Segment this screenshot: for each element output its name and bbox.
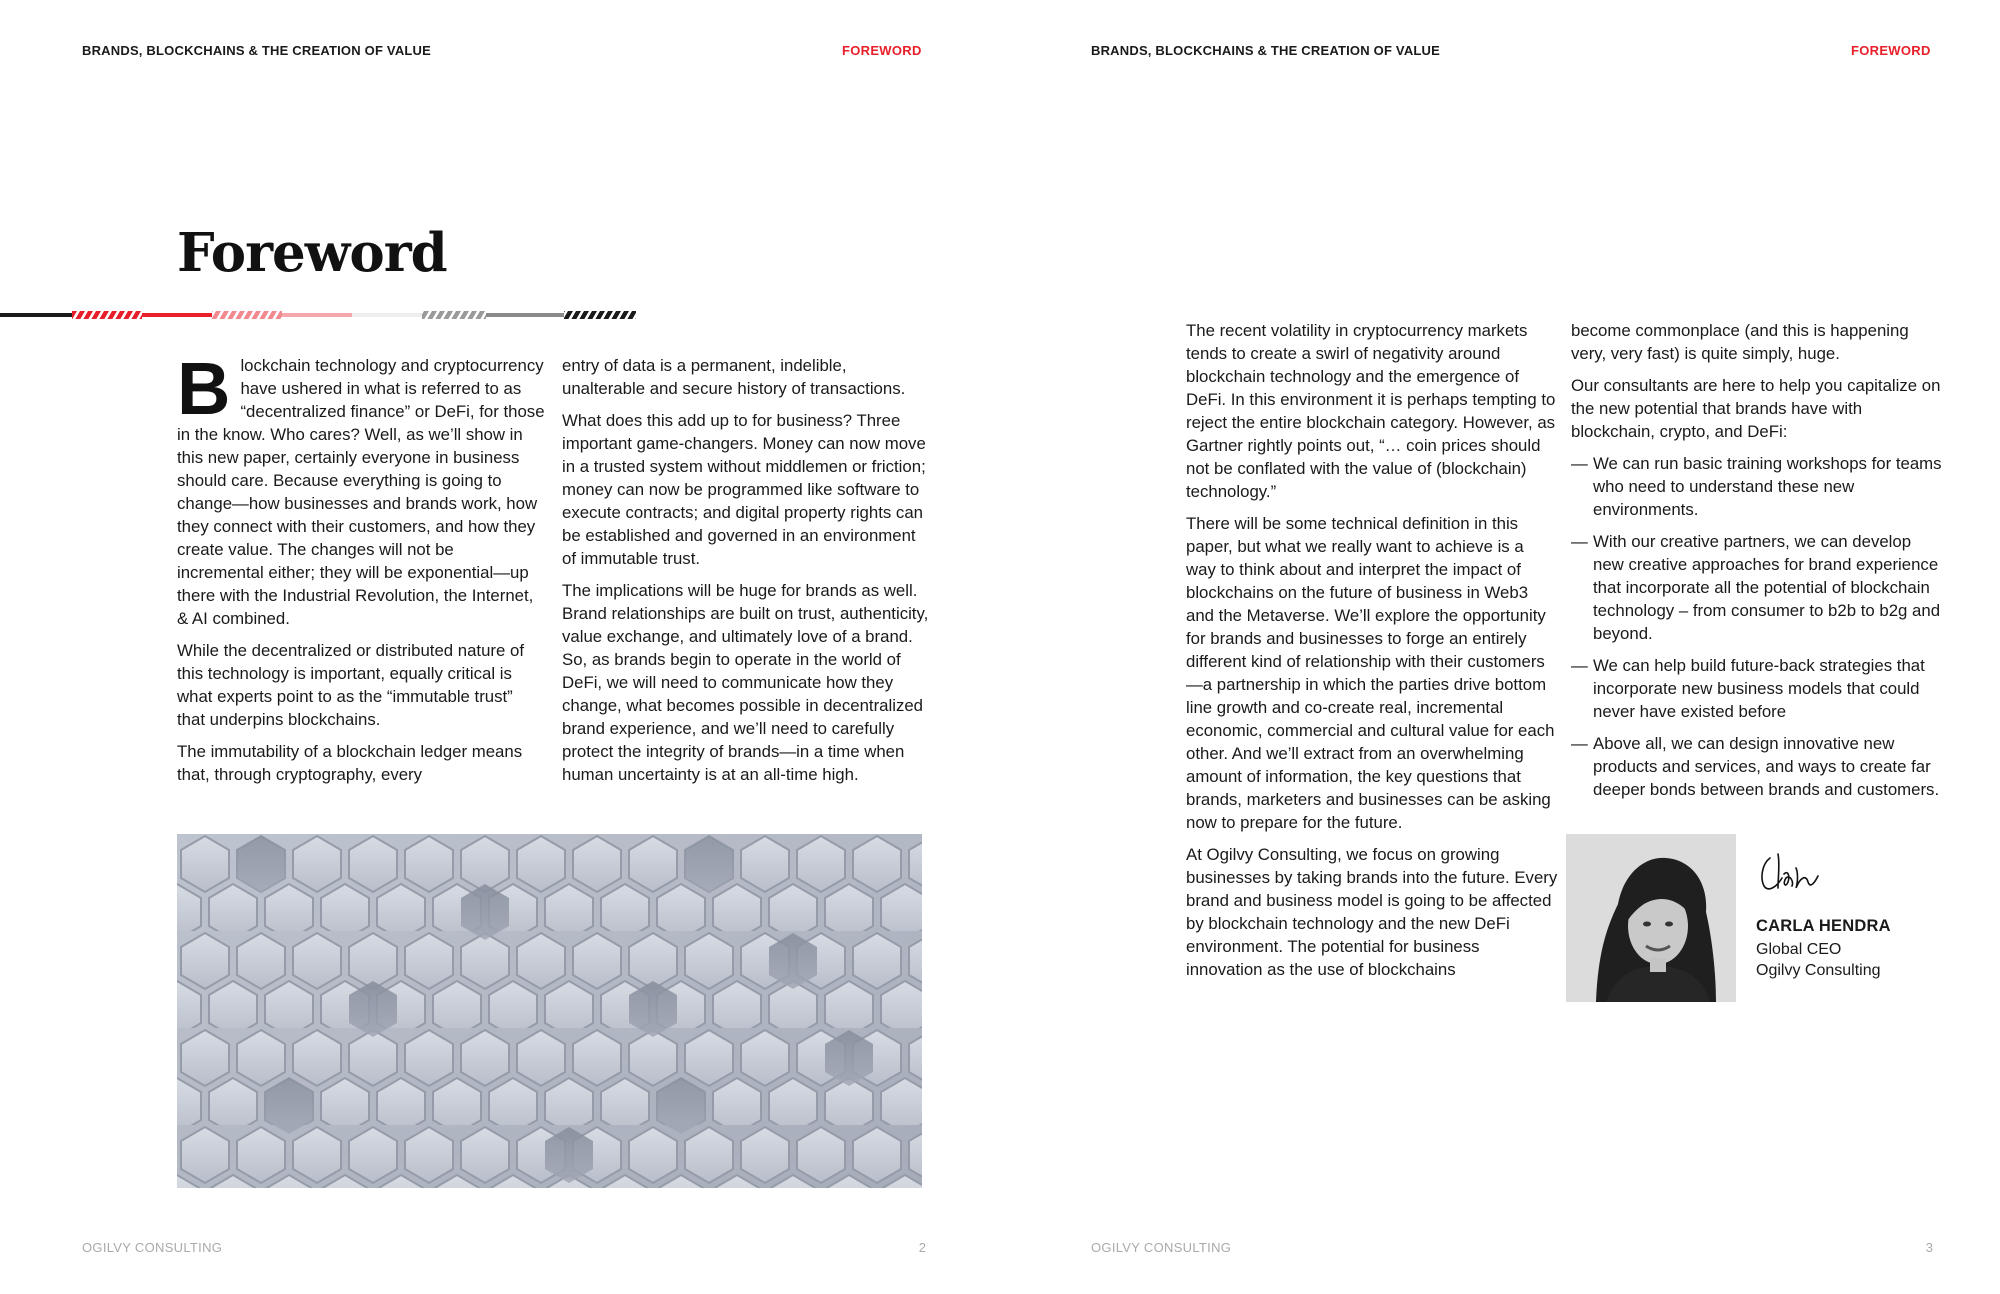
intro-paragraph — [177, 347, 545, 630]
right-body-column-2 — [1571, 319, 1945, 810]
signature — [1756, 848, 1836, 896]
drop-cap: B — [177, 347, 231, 430]
section-tag: FOREWORD — [842, 43, 922, 58]
hexagon-pattern-image — [177, 834, 922, 1188]
bullet-dash: — — [1571, 532, 1588, 551]
section-tag: FOREWORD — [1851, 43, 1931, 58]
paragraph: entry of data is a permanent, indelible, unalterable and secure history of transactions. — [562, 356, 906, 398]
services-list — [1571, 452, 1945, 801]
body-column-2 — [562, 354, 934, 795]
paragraph: What does this add up to for business? Three important game-changers. Money can now move in a trusted system without middlemen or friction; money can now be programmed like software to execute contracts; and digital property rights can be established and governed in an environment of immutable trust. — [562, 411, 926, 568]
author-portrait — [1566, 834, 1736, 1002]
right-body-column-1 — [1186, 319, 1558, 990]
bullet-dash: — — [1571, 656, 1588, 675]
intro-text: lockchain technology and cryptocurrency have ushered in what is referred to as “decentralized finance” or DeFi, for those in the know. Who cares? Well, as we’ll show in this new paper, certainly everyone in business should care. Because everything is going to change—how businesses and brands work, how they connect with their customers, and how they create value. The changes will not be incremental either; they will be exponential—up there with the Industrial Revolution, the Internet, & AI combined. — [177, 356, 545, 628]
paragraph: The implications will be huge for brands as well. Brand relationships are built on trust, authenticity, value exchange, and ultimately love of a brand. So, as brands begin to operate in the world of DeFi, we will need to communicate how they change, what becomes possible in decentralized brand experience, and we’ll need to carefully protect the integrity of brands—in a time when human uncertainty is at an all-time high. — [562, 581, 929, 784]
signatory-role: Global CEO — [1756, 941, 1842, 958]
list-item: — We can run basic training workshops for teams who need to understand these new environments. — [1571, 454, 1942, 519]
paragraph: The immutability of a blockchain ledger means that, through cryptography, every — [177, 742, 523, 784]
list-item: — We can help build future-back strategies that incorporate new business models that could never have existed before — [1571, 656, 1925, 721]
portrait-illustration — [1566, 834, 1736, 1002]
paragraph: Our consultants are here to help you capitalize on the new potential that brands have with blockchain, crypto, and DeFi: — [1571, 376, 1941, 441]
list-item: — Above all, we can design innovative new products and services, and ways to create far deeper bonds between brands and customers. — [1571, 734, 1940, 799]
signatory-company: Ogilvy Consulting — [1756, 962, 1881, 979]
running-head: BRANDS, BLOCKCHAINS & THE CREATION OF VALUE — [1091, 43, 1441, 58]
footer-label: OGILVY CONSULTING — [82, 1240, 223, 1255]
paragraph: While the decentralized or distributed nature of this technology is important, equally critical is what experts point to as the “immutable trust” that underpins blockchains. — [177, 641, 525, 729]
decorative-stripe — [0, 311, 636, 319]
signatory-title — [1756, 939, 1881, 981]
paragraph: At Ogilvy Consulting, we focus on growing businesses by taking brands into the future. Every brand and business model is going to be affected by blockchain technology and the new DeFi environment. The potential for business innovation as the use of blockchains — [1186, 845, 1558, 979]
page-number: 2 — [918, 1240, 926, 1255]
bullet-dash: — — [1571, 734, 1588, 753]
page-number: 3 — [1925, 1240, 1933, 1255]
bullet-dash: — — [1571, 454, 1588, 473]
paragraph: become commonplace (and this is happening very, very fast) is quite simply, huge. — [1571, 321, 1909, 363]
hexagon-pattern — [177, 834, 922, 1188]
signatory-name: CARLA HENDRA — [1756, 917, 1891, 935]
paragraph: The recent volatility in cryptocurrency markets tends to create a swirl of negativity around blockchain technology and the emergence of DeFi. In this environment it is perhaps tempting to reject the entire blockchain category. However, as Gartner rightly points out, “… coin prices should not be conflated with the value of (blockchain) technology.” — [1186, 321, 1556, 501]
paragraph: There will be some technical definition in this paper, but what we really want to achieve is a way to think about and interpret the impact of blockchains on the future of business in Web3 and the Metaverse. We’ll explore the opportunity for brands and businesses to forge an entirely different kind of relationship with their customers—a partnership in which the parties drive bottom line growth and co-create real, incremental economic, commercial and cultural value for each other. And we’ll extract from an overwhelming amount of information, the key questions that brands, marketers and businesses can be asking now to prepare for the future. — [1186, 514, 1555, 832]
running-head: BRANDS, BLOCKCHAINS & THE CREATION OF VALUE — [82, 43, 432, 58]
list-item: — With our creative partners, we can develop new creative approaches for brand experience that incorporate all the potential of blockchain technology – from consumer to b2b to b2g and beyond. — [1571, 532, 1941, 643]
footer-label: OGILVY CONSULTING — [1091, 1240, 1232, 1255]
body-column-1 — [177, 347, 545, 795]
page-title: Foreword — [177, 222, 447, 284]
